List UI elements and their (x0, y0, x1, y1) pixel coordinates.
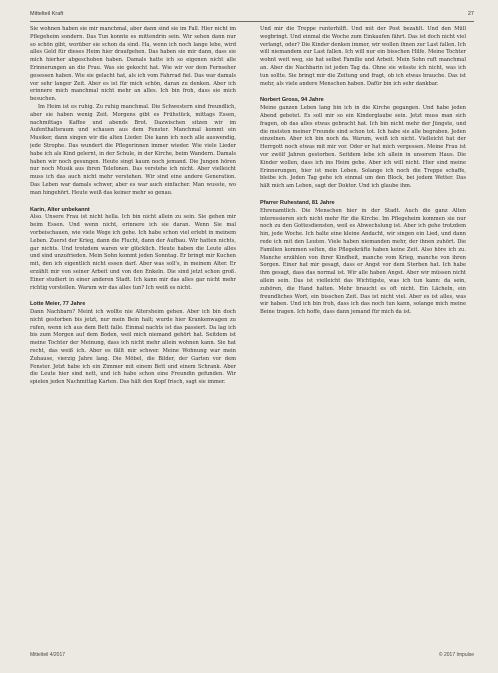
right-intro-paragraph-1: Und mir die Treppe runterhilft. Und mit der Post bezahlt. Und den Müll wegbringt. Und einmal die Woche zum Einkaufen fährt. Das ist doch nicht viel verlangt, oder? Die Kinder denken immer, wir wollen ihnen zur Last fallen. Ich will niemandem zur Last fallen. Ich will nur ein bisschen Hilfe. Meine Tochter wohnt weit weg, sie hat selbst Familie und Arbeit. Mein Sohn ruft manchmal an. Aber die Nachbarin ist jeden Tag da. Ohne sie wüsste ich nicht, was ich tun sollte. Sie bringt mir die Zeitung und fragt, ob ich etwas brauche. Das ist mehr, als viele andere Menschen haben. Dafür bin ich sehr dankbar. (260, 26, 466, 87)
left-intro-paragraph-1: Sie wohnen haben sie mir manchmal, aber dann sind sie im Fall. Hier nicht im Pflegeheim sondern. Das Tun konnte es mittendrin sein. Wir sehen dann nur so schön gibt, worüber sie schon da sind. Ha, wenn ich noch lange lebe, wird alles Geld für dieses Heim hier draufgehen. Das haben sie mir dann, dass sie mich hierher abgeschoben haben. Damals hatte ich so eigenen nicht alle Erinnerungen an die Frau. Was sie gekocht hat. Wie wir vor dem Fernseher gesessen haben. Wie sie gelacht hat, als ich vom Fahrrad fiel. Das war damals vor sehr langer Zeit. Aber es ist für mich schön, daran zu denken. Aber ich erinnere mich manchmal nicht mehr an alles. Ich bin froh, dass sie mich besuchen. (30, 26, 236, 103)
running-header (30, 9, 474, 21)
right-column (260, 26, 466, 644)
section-heading-pfarrer: Pfarrer Ruhestand, 81 Jahre (260, 199, 335, 206)
running-title: Mittelteil Kraft (30, 11, 64, 17)
section-heading-norbert: Norbert Gross, 94 Jahre (260, 97, 324, 104)
section-heading-karin: Karin, Alter unbekannt (30, 206, 90, 213)
page-number: 27 (467, 11, 474, 17)
left-column (30, 26, 236, 644)
left-intro-paragraph-2: Im Heim ist es ruhig. Zu ruhig manchmal. Die Schwestern sind freundlich, aber sie haben wenig Zeit. Morgens gibt es Frühstück, mittags Essen, nachmittags Kaffee und abends Brot. Dazwischen sitzen wir im Aufenthaltsraum und schauen aus dem Fenster. Manchmal kommt ein Musiker, dann singen wir die alten Lieder. Die kann ich noch alle auswendig, jede Strophe. Das wundert die Pflegerinnen immer wieder. Wie viele Lieder habe ich als Kind gelernt, in der Schule, in der Kirche, beim Wandern. Damals haben wir noch gesungen. Heute singt kaum noch jemand. Die Jungen hören nur noch Musik aus ihren Telefonen. Das verstehe ich nicht. Aber vielleicht muss ich das auch nicht mehr verstehen. Wir sind eine andere Generation. Das Leben war damals schwer, aber es war auch einfacher. Man wusste, wo man hingehört. Heute weiß das keiner mehr so genau. (30, 103, 236, 196)
section-paragraph-lotte: Dann Nachbarn? Meint ich wollte nie Altersheim gehen. Aber ich bin doch nicht gestorben bis jetzt, nur mein Bein halt; wurde hier Krankenwagen zu rufen, wenn ich aus dem Bett falle. Einmal nachts ist das passiert. Da lag ich bis zum Morgen auf dem Boden, weil mich niemand gehört hat. Seitdem ist meine Tochter der Meinung, dass ich nicht mehr allein wohnen kann. Sie hat recht, das weiß ich. Aber es fällt mir schwer. Meine Wohnung war mein Zuhause, vierzig Jahre lang. Die Möbel, die Bilder, der Garten vor dem Fenster. Jetzt habe ich ein Zimmer mit einem Bett und einem Schrank. Aber die Leute hier sind nett, und ich habe schon eine Freundin gefunden. Wir spielen jeden Nachmittag Karten. Das hält den Kopf frisch, sagt sie immer. (30, 309, 236, 386)
header-rule (30, 21, 474, 22)
footer-issue: Mittelteil 4/2017 (30, 652, 66, 658)
section-paragraph-norbert: Meine ganzen Leben lang bin ich in die Kirche gegangen. Und habe jeden Abend gebetet. Es soll mir so ein Kinderglaube sein. Jetzt muss man sich fragen, ob das alles etwas gebracht hat. Ich bin nicht mehr der Jüngste, und die meisten meiner Freunde sind schon tot. Ich habe sie alle begraben. Jeden einzelnen. Aber ich bin noch da. Warum, weiß ich nicht. Vielleicht hat der Herrgott noch etwas mit mir vor. Oder er hat mich vergessen. Meine Frau ist vor zwölf Jahren gestorben. Seitdem lebe ich allein in unserem Haus. Die Kinder wollen, dass ich ins Heim gehe. Aber ich will nicht. Hier sind meine Erinnerungen, hier ist mein Leben. Solange ich noch die Treppe schaffe, bleibe ich. Jeden Tag gehe ich einmal um den Block, bei jedem Wetter. Das hält mich am Leben, sagt der Doktor. Und ich glaube ihm. (260, 105, 466, 190)
section-paragraph-karin: Also. Unsere Frau ist nicht hella. Ich bin nicht allein zu sein. Sie gehen mir beim Essen. Und wenn nicht, erinnere ich sie daran. Wenn Sie mal vorbeischauen, wie viele Wege ich gehe. Ich habe schon viel erlebt in meinem Leben. Zuerst der Krieg, dann die Flucht, dann der Aufbau. Wir hatten nichts, gar nichts. Und trotzdem waren wir glücklich. Heute haben die Leute alles und sind unzufrieden. Mein Sohn kommt jeden Sonntag. Er bringt mir Kuchen mit, den ich eigentlich nicht essen darf. Aber was soll's, in meinem Alter. Er erzählt mir von seiner Arbeit und von den Enkeln. Die sind jetzt schon groß. Einer studiert in einer anderen Stadt. Ich kann mir das alles gar nicht mehr richtig vorstellen. Warum wir das alles tun? Ich weiß es nicht. (30, 214, 236, 291)
section-paragraph-pfarrer: Ehrenamtlich. Die Menschen hier in der Stadt. Auch die ganz Alten interessieren sich nicht mehr für die Kirche. Im Pflegeheim kommen sie nur noch zu den Gottesdiensten, weil es Abwechslung ist. Aber ich gehe trotzdem hin, jede Woche. Ich halte eine kleine Andacht, wir singen ein Lied, und dann rede ich mit den Leuten. Viele haben niemanden mehr, der ihnen zuhört. Die Familien kommen selten, die Pflegekräfte haben keine Zeit. Also höre ich zu. Manche erzählen von ihrer Kindheit, manche vom Krieg, manche von ihren Sorgen. Einer hat mir gesagt, dass er Angst vor dem Sterben hat. Ich habe ihm gesagt, dass das normal ist. Wir alle haben Angst. Aber wir müssen nicht allein sein. Das ist vielleicht das Wichtigste, was ich tun kann: da sein, zuhören, die Hand halten. Mehr braucht es oft nicht. Ein Lächeln, ein freundliches Wort, ein bisschen Zeit. Das ist nicht viel. Aber es ist alles, was wir haben. Und ich bin froh, dass ich das noch tun kann, solange mich meine Beine tragen. Ich hoffe, dass dann jemand für mich da ist. (260, 207, 466, 316)
section-heading-lotte: Lotte Meier, 77 Jahre (30, 301, 86, 308)
page-footer (30, 652, 474, 662)
footer-copyright: © 2017 Impulse (438, 652, 474, 658)
